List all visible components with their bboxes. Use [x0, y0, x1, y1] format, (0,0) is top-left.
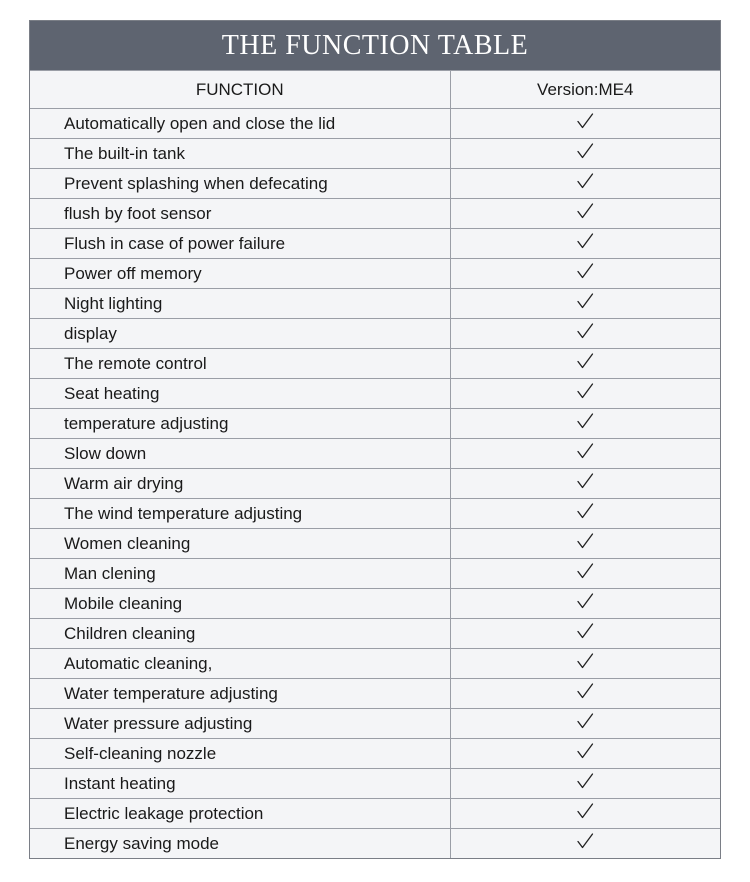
function-name: display — [30, 319, 450, 349]
function-name: Power off memory — [30, 259, 450, 289]
table-row — [30, 259, 720, 289]
support-cell — [450, 679, 720, 709]
table-row — [30, 649, 720, 679]
checkmark-icon — [576, 262, 594, 280]
function-column-header: FUNCTION — [30, 71, 450, 109]
table-row — [30, 529, 720, 559]
table-row — [30, 289, 720, 319]
support-cell — [450, 709, 720, 739]
table-row — [30, 229, 720, 259]
checkmark-icon — [576, 352, 594, 370]
table-row — [30, 829, 720, 859]
checkmark-icon — [576, 712, 594, 730]
checkmark-icon — [576, 292, 594, 310]
checkmark-icon — [576, 382, 594, 400]
version-column-header: Version:ME4 — [450, 71, 720, 109]
function-name: Electric leakage protection — [30, 799, 450, 829]
table-row — [30, 739, 720, 769]
checkmark-icon — [576, 622, 594, 640]
header-row — [30, 71, 720, 109]
table-row — [30, 439, 720, 469]
table-row — [30, 139, 720, 169]
table-row — [30, 679, 720, 709]
function-name: Flush in case of power failure — [30, 229, 450, 259]
function-name: temperature adjusting — [30, 409, 450, 439]
checkmark-icon — [576, 832, 594, 850]
function-name: Man clening — [30, 559, 450, 589]
checkmark-icon — [576, 142, 594, 160]
function-name: Children cleaning — [30, 619, 450, 649]
checkmark-icon — [576, 592, 594, 610]
function-name: The built-in tank — [30, 139, 450, 169]
function-name: Automatically open and close the lid — [30, 109, 450, 139]
table-row — [30, 709, 720, 739]
support-cell — [450, 169, 720, 199]
table-row — [30, 109, 720, 139]
checkmark-icon — [576, 562, 594, 580]
checkmark-icon — [576, 742, 594, 760]
table-row — [30, 589, 720, 619]
checkmark-icon — [576, 502, 594, 520]
table-row — [30, 799, 720, 829]
support-cell — [450, 559, 720, 589]
support-cell — [450, 379, 720, 409]
function-name: flush by foot sensor — [30, 199, 450, 229]
function-name: Water temperature adjusting — [30, 679, 450, 709]
support-cell — [450, 649, 720, 679]
function-name: Warm air drying — [30, 469, 450, 499]
support-cell — [450, 829, 720, 859]
table-row — [30, 199, 720, 229]
table-row — [30, 619, 720, 649]
function-name: Mobile cleaning — [30, 589, 450, 619]
checkmark-icon — [576, 232, 594, 250]
support-cell — [450, 619, 720, 649]
support-cell — [450, 289, 720, 319]
support-cell — [450, 739, 720, 769]
function-name: The remote control — [30, 349, 450, 379]
checkmark-icon — [576, 322, 594, 340]
function-name: Instant heating — [30, 769, 450, 799]
table-row — [30, 379, 720, 409]
function-grid — [30, 70, 720, 858]
checkmark-icon — [576, 442, 594, 460]
checkmark-icon — [576, 532, 594, 550]
function-name: Prevent splashing when defecating — [30, 169, 450, 199]
support-cell — [450, 439, 720, 469]
checkmark-icon — [576, 412, 594, 430]
function-name: Automatic cleaning, — [30, 649, 450, 679]
support-cell — [450, 349, 720, 379]
function-name: Self-cleaning nozzle — [30, 739, 450, 769]
table-row — [30, 349, 720, 379]
table-row — [30, 169, 720, 199]
table-row — [30, 499, 720, 529]
function-name: Water pressure adjusting — [30, 709, 450, 739]
support-cell — [450, 469, 720, 499]
table-row — [30, 469, 720, 499]
table-row — [30, 319, 720, 349]
checkmark-icon — [576, 772, 594, 790]
support-cell — [450, 139, 720, 169]
support-cell — [450, 589, 720, 619]
checkmark-icon — [576, 802, 594, 820]
table-row — [30, 559, 720, 589]
support-cell — [450, 229, 720, 259]
checkmark-icon — [576, 112, 594, 130]
support-cell — [450, 499, 720, 529]
table-row — [30, 409, 720, 439]
function-name: Slow down — [30, 439, 450, 469]
support-cell — [450, 529, 720, 559]
function-name: Seat heating — [30, 379, 450, 409]
checkmark-icon — [576, 682, 594, 700]
function-name: Night lighting — [30, 289, 450, 319]
support-cell — [450, 109, 720, 139]
function-name: Energy saving mode — [30, 829, 450, 859]
support-cell — [450, 769, 720, 799]
support-cell — [450, 199, 720, 229]
support-cell — [450, 319, 720, 349]
checkmark-icon — [576, 472, 594, 490]
support-cell — [450, 409, 720, 439]
checkmark-icon — [576, 652, 594, 670]
support-cell — [450, 799, 720, 829]
checkmark-icon — [576, 202, 594, 220]
function-name: The wind temperature adjusting — [30, 499, 450, 529]
table-title: THE FUNCTION TABLE — [30, 21, 720, 70]
table-row — [30, 769, 720, 799]
support-cell — [450, 259, 720, 289]
function-table — [29, 20, 721, 859]
function-name: Women cleaning — [30, 529, 450, 559]
checkmark-icon — [576, 172, 594, 190]
